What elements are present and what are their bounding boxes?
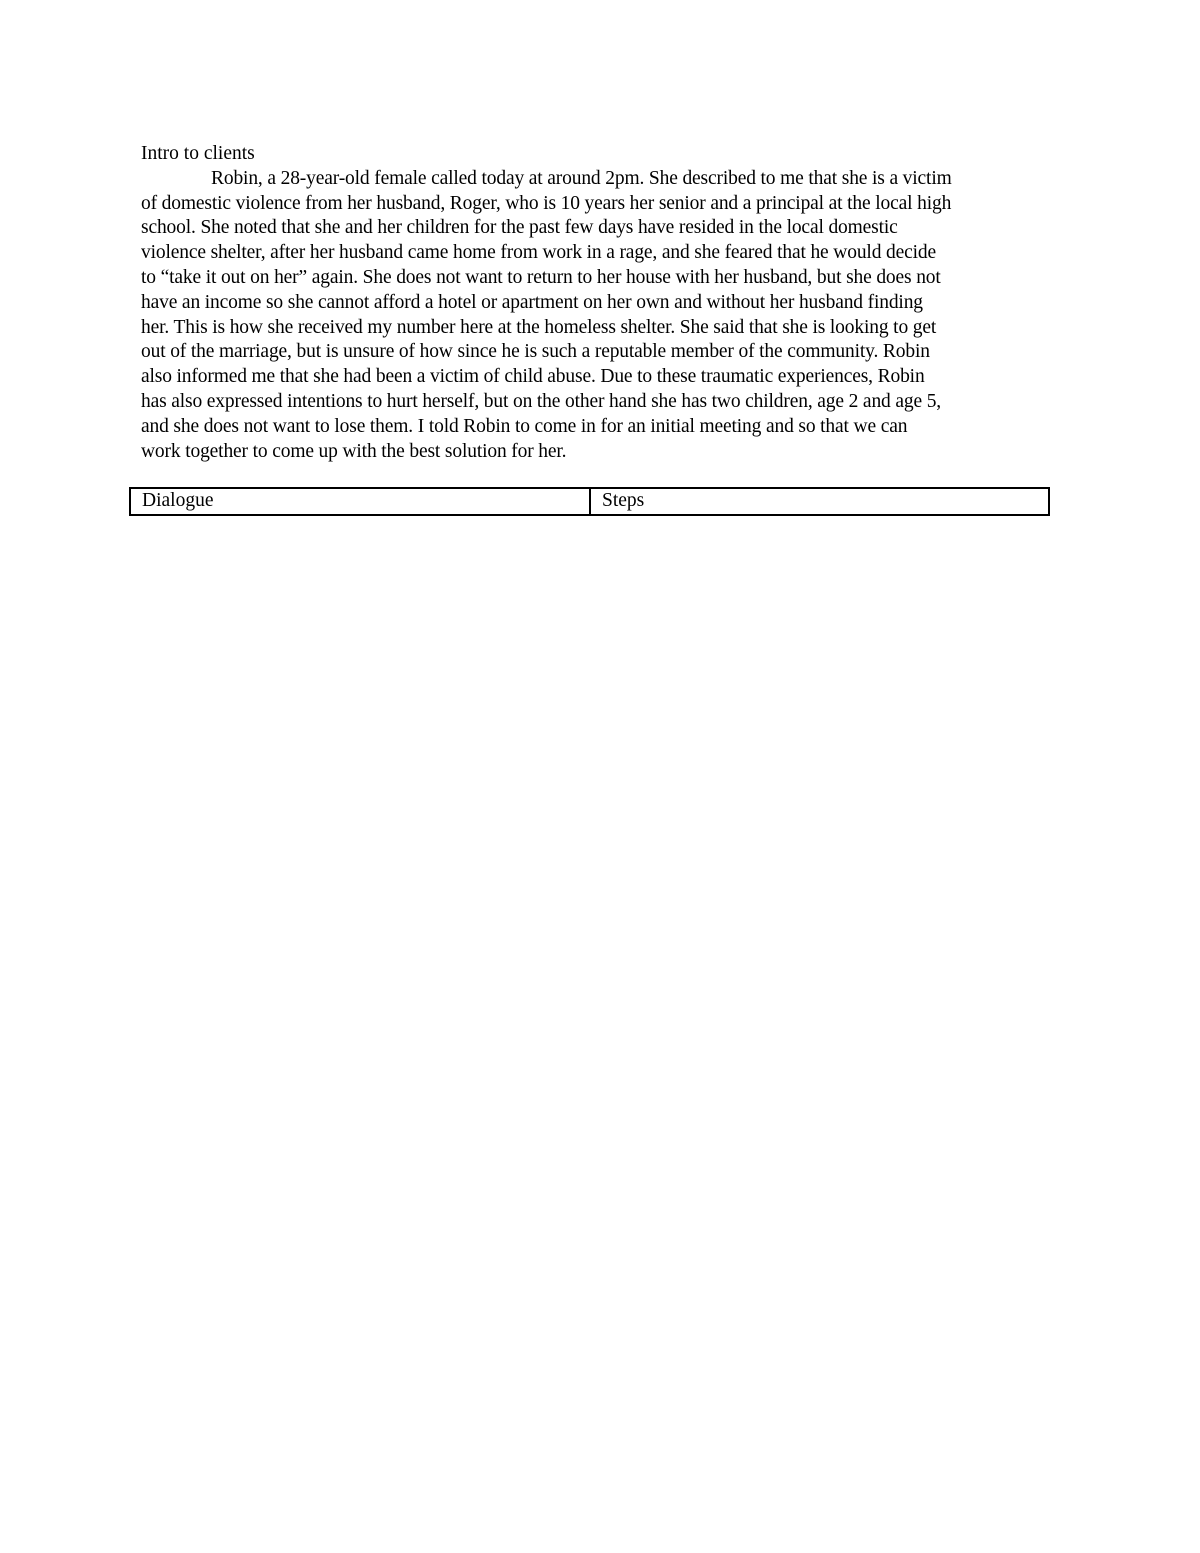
paragraph-line: to “take it out on her” again. She does not want to return to her house with her husband, but she does not	[141, 266, 941, 288]
paragraph-line: out of the marriage, but is unsure of how since he is such a reputable member of the community. Robin	[141, 341, 930, 363]
paragraph-line: have an income so she cannot afford a hotel or apartment on her own and without her husband finding	[141, 291, 923, 313]
dialogue-steps-table	[129, 487, 1050, 516]
paragraph-line: Robin, a 28-year-old female called today at around 2pm. She described to me that she is a victim	[211, 167, 952, 189]
paragraph-line: of domestic violence from her husband, Roger, who is 10 years her senior and a principal at the local high	[141, 192, 952, 214]
steps-column-header: Steps	[590, 488, 1049, 515]
dialogue-column-header: Dialogue	[130, 488, 590, 515]
paragraph-line: work together to come up with the best solution for her.	[141, 440, 567, 462]
paragraph-line: has also expressed intentions to hurt herself, but on the other hand she has two children, age 2 and age 5,	[141, 390, 942, 412]
paragraph-line: violence shelter, after her husband came home from work in a rage, and she feared that he would decide	[141, 242, 936, 264]
paragraph-line: school. She noted that she and her children for the past few days have resided in the local domestic	[141, 217, 898, 239]
section-heading: Intro to clients	[141, 143, 255, 164]
paragraph-line: also informed me that she had been a victim of child abuse. Due to these traumatic experiences, Robin	[141, 366, 925, 388]
paragraph-line: her. This is how she received my number here at the homeless shelter. She said that she is looking to get	[141, 316, 937, 338]
paragraph-line: and she does not want to lose them. I told Robin to come in for an initial meeting and so that we can	[141, 415, 908, 437]
table-header-row	[130, 488, 1049, 515]
intro-paragraph	[141, 167, 1059, 465]
document-body	[141, 142, 1059, 464]
